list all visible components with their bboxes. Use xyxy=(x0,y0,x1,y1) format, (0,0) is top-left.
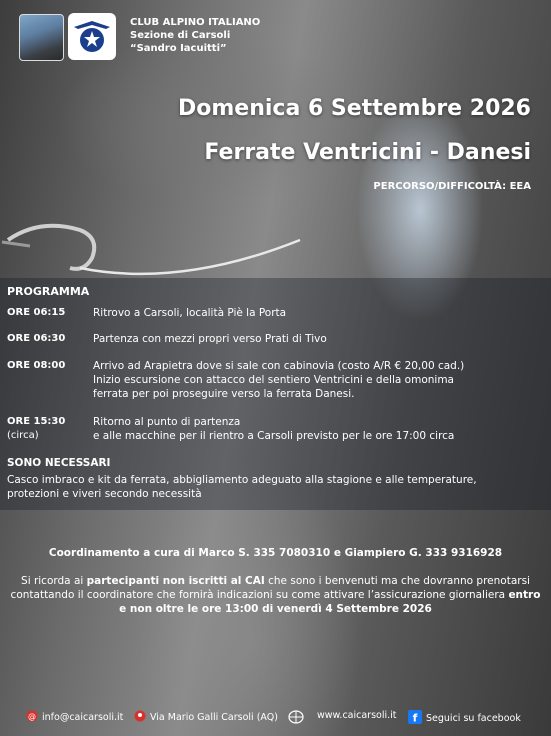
cai-logo xyxy=(68,13,116,60)
event-title: Ferrate Ventricini - Danesi xyxy=(204,140,531,165)
schedule-time-note: (circa) xyxy=(7,430,39,441)
facebook-link[interactable]: Seguici su facebook xyxy=(426,713,521,724)
address-text: Via Mario Galli Carsoli (AQ) xyxy=(150,712,278,723)
globe-icon xyxy=(288,710,304,727)
coordinamento-text: Coordinamento a cura di Marco S. 335 7080310 e Giampiero G. 333 9316928 xyxy=(48,547,503,559)
schedule-time: ORE 06:30 xyxy=(7,333,66,344)
website-link[interactable]: www.caicarsoli.it xyxy=(317,710,397,721)
note-text: Si ricorda ai xyxy=(21,575,87,587)
schedule-line: Partenza con mezzi propri verso Prati di Tivo xyxy=(93,333,327,345)
club-name-line3: “Sandro Iacuitti” xyxy=(130,43,227,54)
schedule-time xyxy=(7,415,85,443)
note-text: che sono i benvenuti ma che dovranno prenotarsi contattando il coordinatore che fornirà indicazioni su come attivare l’assicurazione giornaliera xyxy=(10,575,530,601)
schedule-time-value: ORE 15:30 xyxy=(7,416,66,427)
event-date: Domenica 6 Settembre 2026 xyxy=(178,96,531,121)
note-deadline: entro e non oltre le ore 13:00 di venerdì 4 Settembre 2026 xyxy=(119,589,541,615)
schedule-line: e alle macchine per il rientro a Carsoli previsto per le ore 17:00 circa xyxy=(93,430,455,442)
climber-photo-logo xyxy=(19,14,64,61)
facebook-icon xyxy=(408,710,422,727)
carabiner-cable-illustration xyxy=(0,210,310,290)
programma-title: PROGRAMMA xyxy=(7,285,90,298)
club-name-line2: Sezione di Carsoli xyxy=(130,30,231,41)
schedule-line: Inizio escursione con attacco del sentiero Ventricini e della omonima xyxy=(93,374,454,386)
location-pin-icon xyxy=(134,710,146,725)
schedule-line: Ritrovo a Carsoli, località Piè la Porta xyxy=(93,307,287,319)
necessari-text: Casco imbraco e kit da ferrata, abbigliamento adeguato alla stagione e alle temperature, protezioni e viveri secondo necessità xyxy=(7,474,477,500)
schedule-time: ORE 08:00 xyxy=(7,360,66,371)
footer-globe xyxy=(288,710,304,727)
footer-website[interactable] xyxy=(317,710,397,721)
schedule-time: ORE 06:15 xyxy=(7,307,66,318)
email-link[interactable]: info@caicarsoli.it xyxy=(42,712,124,723)
insurance-note xyxy=(10,574,541,616)
schedule-description xyxy=(93,415,543,443)
svg-text:f: f xyxy=(412,711,418,724)
schedule-line: ferrata per poi proseguire verso la ferrata Danesi. xyxy=(93,388,355,400)
email-icon xyxy=(26,710,38,725)
schedule-description xyxy=(93,306,543,320)
footer-email[interactable] xyxy=(26,710,123,725)
footer-bar xyxy=(0,707,551,729)
svg-text:@: @ xyxy=(28,712,36,721)
footer-facebook[interactable] xyxy=(408,710,521,727)
schedule-description xyxy=(93,359,543,401)
club-name-block xyxy=(130,16,260,55)
difficulty-label: PERCORSO/DIFFICOLTÀ: EEA xyxy=(373,181,531,192)
club-name-line1: CLUB ALPINO ITALIANO xyxy=(130,17,261,28)
schedule-line: Ritorno al punto di partenza xyxy=(93,416,241,428)
note-highlight: partecipanti non iscritti al CAI xyxy=(86,575,265,587)
footer-address xyxy=(134,710,278,725)
schedule-description xyxy=(93,332,543,346)
necessari-title: SONO NECESSARI xyxy=(7,457,111,469)
schedule-line: Arrivo ad Arapietra dove si sale con cabinovia (costo A/R € 20,00 cad.) xyxy=(93,360,465,372)
